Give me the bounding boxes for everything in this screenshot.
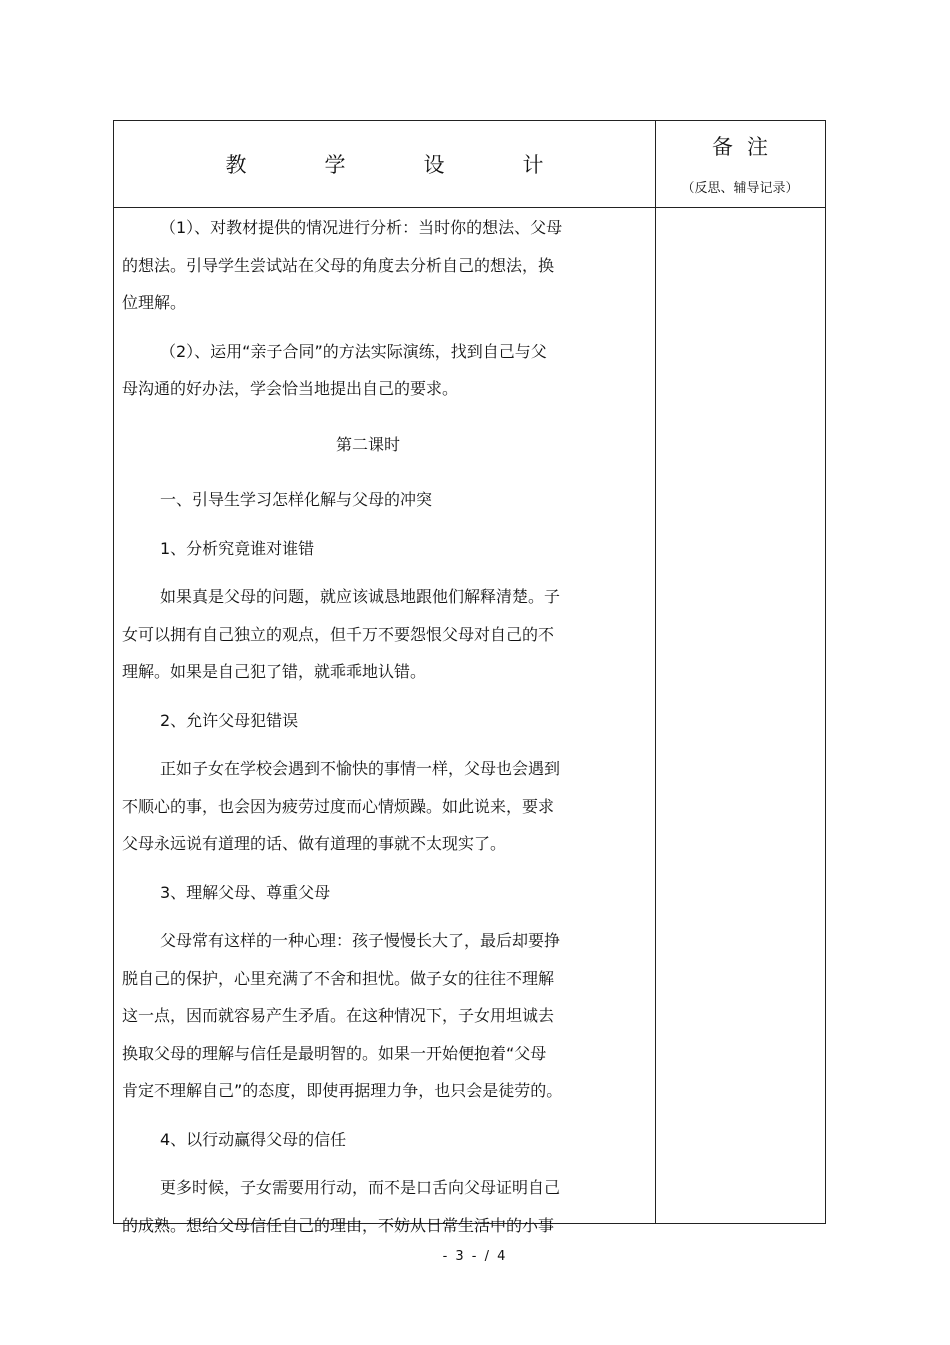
header-char: 教: [225, 153, 247, 177]
paragraph-gap: [122, 408, 614, 426]
paragraph-line: 4、以行动赢得父母的信任: [160, 1129, 347, 1149]
column-divider: [655, 121, 656, 1223]
paragraph-line: 理解。如果是自己犯了错，就乖乖地认错。: [122, 662, 427, 681]
paragraph-line: 脱自己的保护，心里充满了不舍和担忧。做子女的往往不理解: [122, 968, 555, 988]
content-paragraph: [122, 750, 614, 863]
section-heading: [122, 426, 614, 464]
paragraph-gap: [122, 463, 614, 481]
header-char: 学: [324, 153, 346, 177]
paragraph-line: 一、引导生学习怎样化解与父母的冲突: [160, 490, 433, 509]
content-paragraph: [122, 922, 614, 1110]
header-divider: [114, 207, 825, 208]
notes-title: 备注: [712, 135, 782, 159]
paragraph-line: 第二课时: [335, 434, 400, 454]
lesson-table: [113, 120, 826, 1235]
paragraph-gap: [122, 567, 614, 578]
paragraph-line: 的成熟。想给父母信任自己的理由，不妨从日常生活中的小事: [122, 1215, 555, 1235]
paragraph-line: 女可以拥有自己独立的观点，但千万不要怨恨父母对自己的不: [122, 624, 555, 644]
paragraph-gap: [122, 691, 614, 702]
paragraph-line: 2、允许父母犯错误: [160, 710, 299, 730]
paragraph-line: 这一点，因而就容易产生矛盾。在这种情况下，子女用坦诚去: [122, 1006, 555, 1025]
paragraph-line: 换取父母的理解与信任是最明智的。如果一开始便抱着“父母: [122, 1043, 547, 1063]
paragraph-line: （1）、对教材提供的情况进行分析：当时你的想法、父母: [160, 218, 563, 237]
content-paragraph: [122, 333, 614, 408]
content-paragraph: [122, 578, 614, 691]
content-paragraph: [122, 874, 614, 912]
lesson-content: [122, 209, 614, 1244]
paragraph-line: 1、分析究竟谁对谁错: [160, 538, 315, 558]
content-paragraph: [122, 1121, 614, 1159]
paragraph-line: 父母常有这样的一种心理：孩子慢慢长大了，最后却要挣: [160, 931, 561, 950]
paragraph-gap: [122, 1158, 614, 1169]
page-number: - 3 - / 4: [442, 1249, 508, 1264]
paragraph-line: 更多时候，子女需要用行动，而不是口舌向父母证明自己: [160, 1178, 561, 1197]
content-paragraph: [122, 1169, 614, 1244]
paragraph-line: 的想法。引导学生尝试站在父母的角度去分析自己的想法，换: [122, 255, 555, 275]
content-paragraph: [122, 702, 614, 740]
header-char: 设: [423, 153, 445, 177]
paragraph-line: 正如子女在学校会遇到不愉快的事情一样，父母也会遇到: [160, 759, 561, 778]
paragraph-gap: [122, 863, 614, 874]
paragraph-line: 位理解。: [122, 293, 187, 312]
paragraph-line: 肯定不理解自己”的态度，即使再据理力争，也只会是徒劳的。: [122, 1081, 563, 1100]
header-teaching-design: [114, 121, 655, 207]
paragraph-line: 如果真是父母的问题，就应该诚恳地跟他们解释清楚。子: [160, 587, 561, 606]
paragraph-line: 父母永远说有道理的话、做有道理的事就不太现实了。: [122, 834, 507, 853]
paragraph-line: （2）、运用“亲子合同”的方法实际演练，找到自己与父: [160, 341, 547, 361]
paragraph-line: 母沟通的好办法，学会恰当地提出自己的要求。: [122, 379, 459, 398]
paragraph-gap: [122, 322, 614, 333]
content-paragraph: [122, 481, 614, 519]
header-notes: [655, 121, 825, 207]
content-paragraph: [122, 530, 614, 568]
header-char: 计: [522, 153, 544, 177]
content-paragraph: [122, 209, 614, 322]
paragraph-gap: [122, 739, 614, 750]
paragraph-line: 不顺心的事，也会因为疲劳过度而心情烦躁。如此说来，要求: [122, 796, 555, 816]
paragraph-gap: [122, 1110, 614, 1121]
notes-subtitle: （反思、辅导记录）: [681, 181, 799, 196]
paragraph-line: 3、理解父母、尊重父母: [160, 882, 331, 902]
paragraph-gap: [122, 519, 614, 530]
paragraph-gap: [122, 911, 614, 922]
